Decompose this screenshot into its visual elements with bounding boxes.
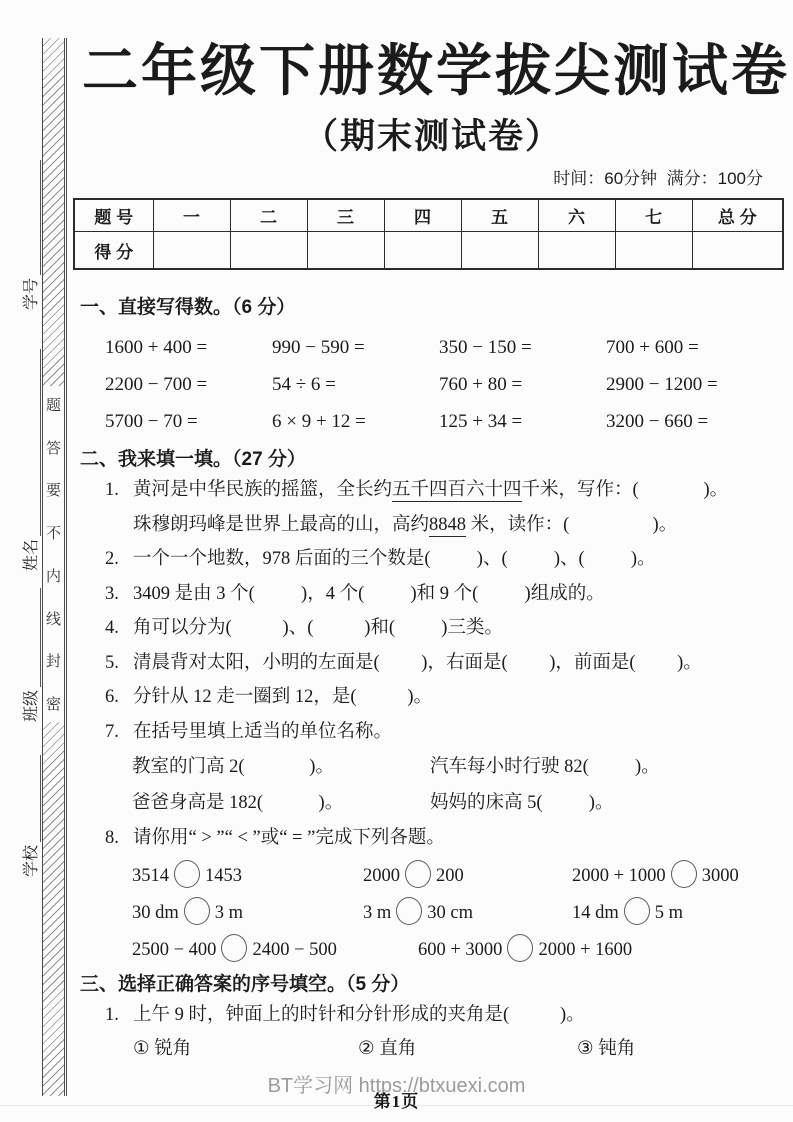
unit-fill-item: 爸爸身高是 182( )。 xyxy=(132,793,344,813)
class-field xyxy=(19,588,41,722)
question-number: 6. xyxy=(105,687,119,707)
comparison-row-2 xyxy=(132,893,785,930)
comparison-item: 14 dm 5 m xyxy=(572,897,785,925)
seal-char: 内 xyxy=(45,568,61,585)
score-cell xyxy=(461,232,538,270)
comparison-answer-circle xyxy=(184,897,210,925)
comparison-answer-circle xyxy=(174,860,200,888)
section1-heading: 一、直接写得数。（6 分） xyxy=(80,297,296,318)
question-number-header: 题 号 xyxy=(74,199,153,232)
unit-fill-item: 教室的门高 2( )。 xyxy=(132,757,334,777)
calc-item: 2200 − 700 = xyxy=(105,374,208,395)
underlined-value: 五千四百六十四 xyxy=(392,480,522,500)
comparison-answer-circle xyxy=(221,934,247,962)
col-header: 四 xyxy=(384,199,461,232)
option-3: ③ 钝角 xyxy=(577,1039,636,1059)
paper-body xyxy=(80,0,790,1064)
question-number: 8. xyxy=(105,828,119,848)
question-number: 1. xyxy=(105,1004,119,1025)
site-watermark: BT学习网 https://btxuexi.com xyxy=(267,1075,526,1097)
comparison-item: 2000 200 xyxy=(363,860,572,888)
calc-item: 350 − 150 = xyxy=(439,337,532,358)
section1-calculations xyxy=(105,329,785,440)
calc-item: 1600 + 400 = xyxy=(105,337,208,358)
score-table-header-row xyxy=(74,199,783,232)
question-2-1-line-2: 珠穆朗玛峰是世界上最高的山，高约8848 米，读作：( )。 xyxy=(133,514,678,535)
question-2-7-items xyxy=(132,749,785,821)
score-cell xyxy=(230,232,307,270)
question-2-4: 4. 角可以分为( )、( )和( )三类。 xyxy=(80,611,785,646)
student-id-blank-line xyxy=(25,160,41,275)
question-3-1: 1. 上午 9 时，钟面上的时针和分针形成的夹角是( )。 xyxy=(80,998,785,1033)
student-id-label: 学号 xyxy=(23,277,40,310)
seal-char: 题 xyxy=(45,398,61,414)
option-1: ① 锐角 xyxy=(133,1039,192,1059)
seal-line-column xyxy=(42,38,67,1096)
col-header: 二 xyxy=(230,199,307,232)
comparison-item: 3 m 30 cm xyxy=(363,897,572,925)
seal-char: 密 xyxy=(45,696,61,713)
seal-char: 不 xyxy=(45,526,61,543)
calc-item: 125 + 34 = xyxy=(439,411,523,432)
question-number: 5. xyxy=(105,652,119,673)
comparison-answer-circle xyxy=(405,860,431,888)
paper-subtitle: （期末测试卷） xyxy=(302,117,562,156)
col-header: 三 xyxy=(307,199,384,232)
score-cell xyxy=(692,232,783,270)
question-2-3: 3. 3409 是由 3 个( )，4 个( )和 9 个( )组成的。 xyxy=(80,577,785,612)
seal-line-text xyxy=(43,386,64,722)
score-cell xyxy=(307,232,384,270)
comparison-item: 600 + 3000 2000 + 1600 xyxy=(418,934,785,962)
hatch-pattern-top xyxy=(43,38,64,386)
comparison-item: 30 dm 3 m xyxy=(132,897,363,925)
comparison-item: 3514 1453 xyxy=(132,860,363,888)
question-number: 7. xyxy=(105,721,119,742)
unit-fill-item: 妈妈的床高 5( )。 xyxy=(430,793,614,813)
class-label: 班级 xyxy=(23,689,40,722)
student-name-label: 姓名 xyxy=(23,538,40,571)
comparison-row-3 xyxy=(132,930,785,967)
calc-item: 6 × 9 + 12 = xyxy=(272,411,366,432)
question-2-7-intro: 7. 在括号里填上适当的单位名称。 xyxy=(80,715,785,750)
seal-char: 要 xyxy=(45,483,61,500)
seal-char: 线 xyxy=(45,611,61,628)
comparison-answer-circle xyxy=(507,934,533,962)
score-cell xyxy=(384,232,461,270)
calc-item: 760 + 80 = xyxy=(439,374,523,395)
score-table xyxy=(73,198,784,270)
seal-char: 答 xyxy=(45,440,61,457)
total-score-header: 总 分 xyxy=(692,199,783,232)
class-blank-line xyxy=(25,588,41,687)
score-cell xyxy=(153,232,230,270)
student-name-blank-line xyxy=(25,349,41,536)
col-header: 一 xyxy=(153,199,230,232)
score-table-score-row xyxy=(74,232,783,270)
question-number: 4. xyxy=(105,618,119,638)
school-label: 学校 xyxy=(23,844,40,877)
time-and-score-info: 时间：60分钟 满分：100分 xyxy=(553,169,763,188)
calc-item: 2900 − 1200 = xyxy=(606,374,718,395)
question-2-1-line-1: 1. 黄河是中华民族的摇篮，全长约五千四百六十四千米，写作：( )。 xyxy=(80,473,785,508)
calc-item: 990 − 590 = xyxy=(272,337,365,358)
calc-item: 5700 − 70 = xyxy=(105,411,198,432)
section3-heading: 三、选择正确答案的序号填空。（5 分） xyxy=(80,973,410,995)
score-row-label: 得 分 xyxy=(74,232,153,270)
question-number: 3. xyxy=(105,583,119,604)
hatch-pattern-bottom xyxy=(43,722,64,1096)
student-id-field xyxy=(19,160,41,310)
question-2-6: 6. 分针从 12 走一圈到 12，是( )。 xyxy=(80,680,785,715)
col-header: 七 xyxy=(615,199,692,232)
comparison-item: 2000 + 1000 3000 xyxy=(572,860,785,888)
col-header: 五 xyxy=(461,199,538,232)
question-2-8-intro: 8. 请你用“ > ”“ < ”或“ = ”完成下列各题。 xyxy=(80,821,785,856)
question-3-1-options xyxy=(133,1034,785,1064)
section2-heading: 二、我来填一填。（27 分） xyxy=(80,449,306,470)
school-field xyxy=(19,755,41,877)
comparison-row-1 xyxy=(132,856,785,893)
unit-fill-item: 汽车每小时行驶 82( )。 xyxy=(430,757,660,777)
col-header: 六 xyxy=(538,199,615,232)
seal-char: 封 xyxy=(45,654,61,671)
question-2-2: 2. 一个一个地数，978 后面的三个数是( )、( )、( )。 xyxy=(80,542,785,577)
question-2-5: 5. 清晨背对太阳，小明的左面是( )，右面是( )，前面是( )。 xyxy=(80,646,785,681)
comparison-answer-circle xyxy=(671,860,697,888)
page-number: 第1页 xyxy=(373,1092,420,1111)
question-number: 2. xyxy=(105,549,119,569)
student-name-field xyxy=(19,349,41,571)
calc-item: 54 ÷ 6 = xyxy=(272,374,336,395)
comparison-answer-circle xyxy=(396,897,422,925)
school-blank-line xyxy=(25,755,41,842)
score-cell xyxy=(538,232,615,270)
question-number: 1. xyxy=(105,480,119,500)
score-cell xyxy=(615,232,692,270)
comparison-item: 2500 − 400 2400 − 500 xyxy=(132,934,418,962)
paper-title: 二年级下册数学拔尖测试卷 xyxy=(82,39,790,102)
option-2: ② 直角 xyxy=(358,1039,417,1059)
calc-item: 700 + 600 = xyxy=(606,337,699,358)
underlined-value: 8848 xyxy=(429,514,467,535)
comparison-answer-circle xyxy=(624,897,650,925)
calc-item: 3200 − 660 = xyxy=(606,411,709,432)
